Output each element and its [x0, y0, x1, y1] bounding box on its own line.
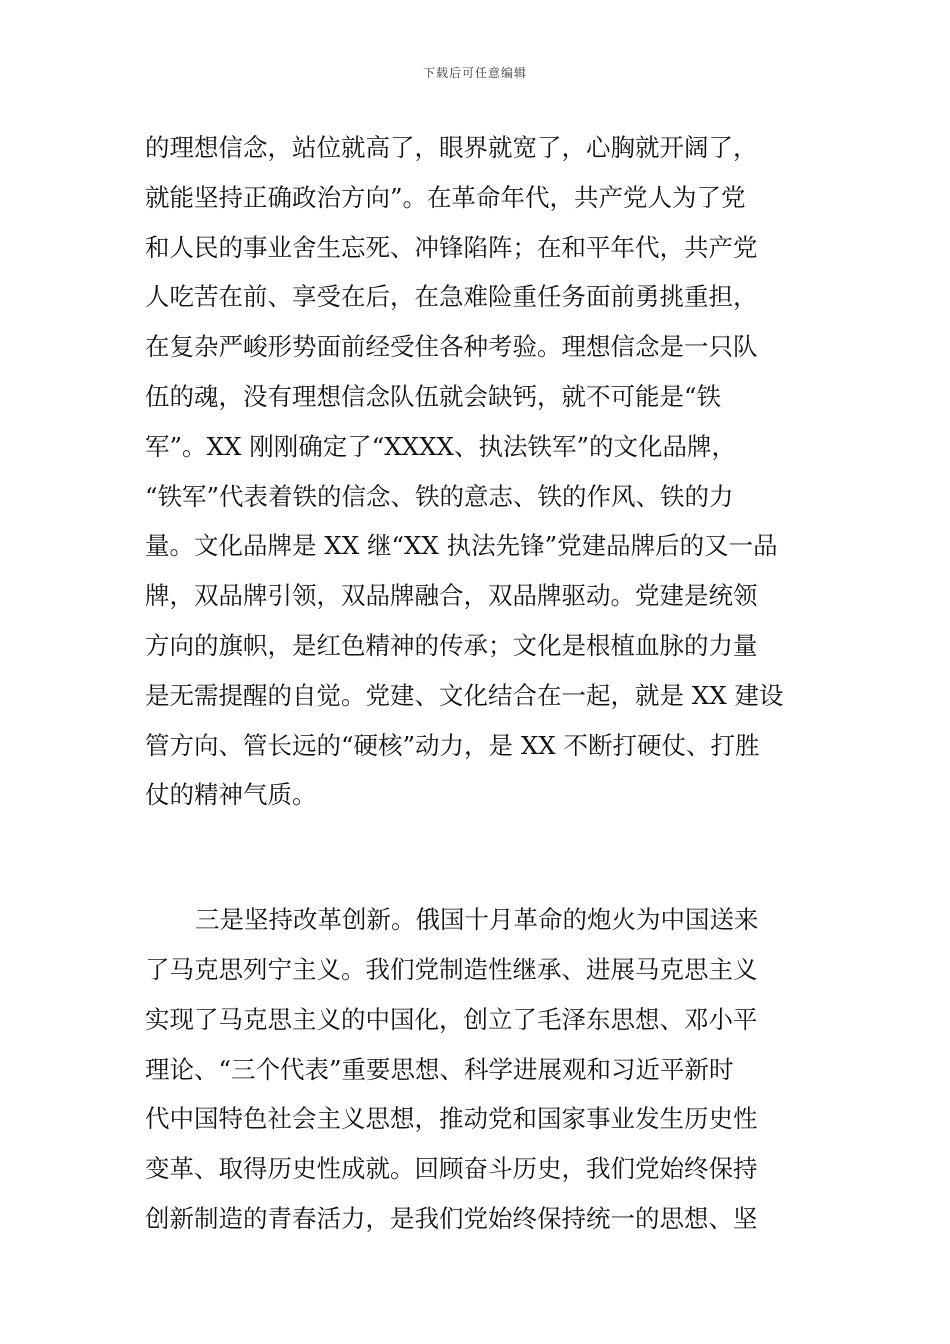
text-line: 牌，双品牌引领，双品牌融合，双品牌驱动。党建是统领 [145, 581, 758, 611]
text-line: 是无需提醒的自觉。党建、文化结合在一起，就是 XX 建设 [145, 680, 784, 710]
text-line: 军”。XX 刚刚确定了“XXXX、执法铁军”的文化品牌， [145, 431, 737, 461]
text-line: 量。文化品牌是 XX 继“XX 执法先锋”党建品牌后的又一品 [145, 531, 778, 561]
text-line: 三是坚持改革创新。俄国十月革命的炮火为中国送来 [195, 905, 759, 935]
text-line: 代中国特色社会主义思想，推动党和国家事业发生历史性 [145, 1104, 758, 1134]
paragraph-gap [145, 820, 810, 895]
text-line: 理论、“三个代表”重要思想、科学进展观和习近平新时 [145, 1054, 734, 1084]
text-line: 创新制造的青春活力，是我们党始终保持统一的思想、坚 [145, 1203, 758, 1233]
text-line: 在复杂严峻形势面前经受住各种考验。理想信念是一只队 [145, 332, 758, 362]
text-line: 伍的魂，没有理想信念队伍就会缺钙，就不可能是“铁 [145, 381, 722, 411]
paragraph-1 [145, 123, 810, 820]
text-line: 了马克思列宁主义。我们党制造性继承、进展马克思主义 [145, 954, 758, 984]
text-line: 人吃苦在前、享受在后，在急难险重任务面前勇挑重担， [145, 282, 758, 312]
text-line: 仗的精神气质。 [145, 780, 317, 810]
text-line: 实现了马克思主义的中国化，创立了毛泽东思想、邓小平 [145, 1004, 758, 1034]
paragraph-2 [145, 895, 810, 1244]
text-line: 就能坚持正确政治方向”。在革命年代，共产党人为了党 [145, 182, 746, 212]
text-line: 和人民的事业舍生忘死、冲锋陷阵；在和平年代，共产党 [145, 232, 758, 262]
text-line: 管方向、管长远的“硬核”动力，是 XX 不断打硬仗、打胜 [145, 730, 760, 760]
document-body [145, 123, 810, 1244]
text-line: “铁军”代表着铁的信念、铁的意志、铁的作风、铁的力 [145, 481, 734, 511]
text-line: 的理想信念，站位就高了，眼界就宽了，心胸就开阔了， [145, 133, 758, 162]
page-header: 下载后可任意编辑 [422, 66, 527, 80]
text-line: 变革、取得历史性成就。回顾奋斗历史，我们党始终保持 [145, 1154, 758, 1184]
text-line: 方向的旗帜，是红色精神的传承；文化是根植血脉的力量 [145, 630, 758, 660]
